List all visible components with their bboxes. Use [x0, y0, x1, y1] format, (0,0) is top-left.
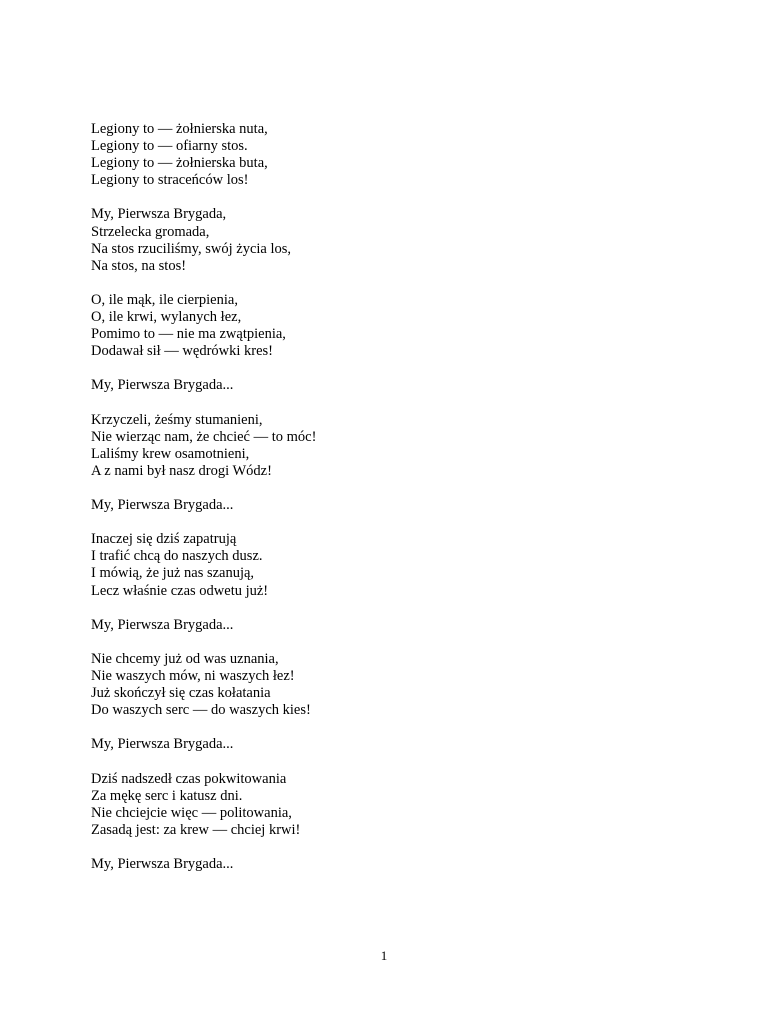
poem-body [91, 121, 691, 890]
poem-line: Legiony to — żołnierska nuta, [91, 121, 268, 137]
poem-line: A z nami był nasz drogi Wódz! [91, 462, 272, 479]
poem-line: Krzyczeli, żeśmy stumanieni, [91, 411, 263, 428]
poem-line: Pomimo to — nie ma zwątpienia, [91, 326, 286, 343]
poem-line: Nie wierząc nam, że chcieć — to móc! [91, 428, 317, 445]
poem-line: Za mękę serc i katusz dni. [91, 787, 243, 804]
poem-line: Zasadą jest: za krew — chciej krwi! [91, 821, 301, 838]
stanza-1 [91, 121, 691, 189]
stanza-2-refrain [91, 206, 691, 274]
poem-line: My, Pierwsza Brygada... [91, 736, 234, 753]
stanza-3 [91, 292, 691, 360]
poem-line: Lecz właśnie czas odwetu już! [91, 582, 269, 599]
poem-line: My, Pierwsza Brygada... [91, 616, 234, 633]
stanza-4-refrain [91, 377, 691, 394]
stanza-7 [91, 531, 691, 599]
poem-line: Dziś nadszedł czas pokwitowania [91, 770, 287, 787]
poem-line: My, Pierwsza Brygada... [91, 856, 234, 873]
poem-line: Strzelecka gromada, [91, 223, 210, 240]
poem-line: Dodawał sił — wędrówki kres! [91, 343, 274, 360]
poem-line: I mówią, że już nas szanują, [91, 565, 255, 582]
poem-line: Laliśmy krew osamotnieni, [91, 445, 250, 462]
stanza-11 [91, 771, 691, 839]
page-number: 1 [380, 948, 388, 963]
poem-line: My, Pierwsza Brygada... [91, 497, 234, 514]
poem-line: Nie chciejcie więc — politowania, [91, 804, 292, 821]
poem-line: My, Pierwsza Brygada... [91, 377, 234, 394]
poem-line: My, Pierwsza Brygada, [91, 206, 227, 223]
poem-line: Legiony to — ofiarny stos. [91, 138, 248, 155]
poem-line: I trafić chcą do naszych dusz. [91, 548, 263, 565]
poem-line: Legiony to — żołnierska buta, [91, 155, 268, 172]
stanza-9 [91, 651, 691, 719]
poem-line: Nie chcemy już od was uznania, [91, 650, 279, 667]
stanza-5 [91, 412, 691, 480]
poem-line: Inaczej się dziś zapatrują [91, 531, 237, 548]
poem-line: Już skończył się czas kołatania [91, 685, 271, 702]
poem-line: Na stos, na stos! [91, 257, 187, 274]
stanza-6-refrain [91, 497, 691, 514]
poem-line: O, ile krwi, wylanych łez, [91, 309, 242, 326]
poem-line: O, ile mąk, ile cierpienia, [91, 291, 238, 308]
poem-line: Na stos rzuciliśmy, swój życia los, [91, 240, 292, 257]
stanza-12-refrain [91, 856, 691, 873]
poem-line: Nie waszych mów, ni waszych łez! [91, 668, 295, 684]
stanza-10-refrain [91, 736, 691, 753]
stanza-8-refrain [91, 617, 691, 634]
poem-line: Do waszych serc — do waszych kies! [91, 702, 311, 719]
poem-line: Legiony to straceńców los! [91, 172, 249, 189]
